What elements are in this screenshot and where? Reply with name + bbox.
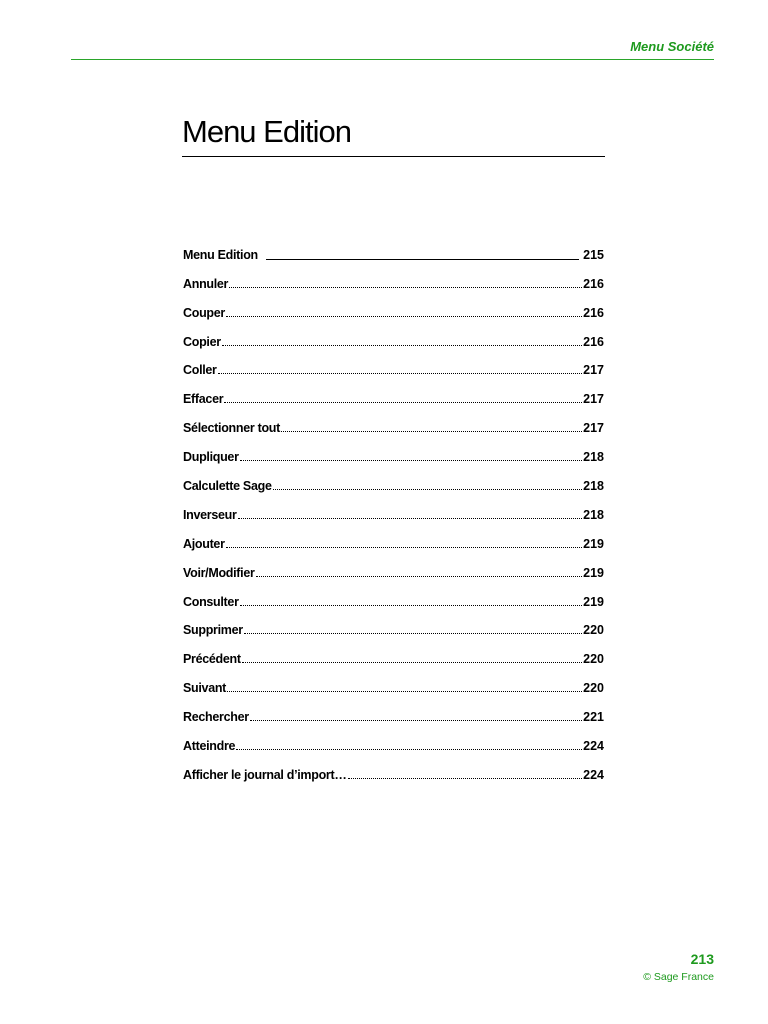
toc-entry-leader [250,719,582,721]
toc-heading-leader [266,258,579,260]
toc-entry-label: Effacer [183,392,224,407]
toc-entry-leader [256,575,583,577]
running-header-section-title: Menu Société [630,39,714,54]
toc-entry-leader [226,546,582,548]
toc-entry-leader [281,430,582,432]
table-of-contents [183,233,604,782]
toc-entry-row[interactable] [183,291,604,320]
toc-entry-label: Rechercher [183,710,249,725]
toc-entry-leader [238,517,583,519]
toc-entry-page: 217 [583,392,604,407]
toc-entry-page: 224 [583,739,604,754]
toc-entry-leader [240,604,583,606]
toc-entry-row[interactable] [183,666,604,695]
toc-entry-label: Calculette Sage [183,479,272,494]
toc-entry-page: 217 [583,363,604,378]
toc-entry-leader [224,401,582,403]
toc-entry-leader [348,777,583,779]
toc-entry-page: 224 [583,767,604,782]
toc-entry-leader [273,488,583,490]
toc-entry-row[interactable] [183,551,604,580]
toc-entry-row[interactable] [183,695,604,724]
toc-entry-label: Couper [183,305,225,320]
toc-entry-row[interactable] [183,637,604,666]
toc-entry-label: Voir/Modifier [183,565,255,580]
toc-entry-row[interactable] [183,609,604,638]
toc-entry-page: 216 [583,334,604,349]
toc-entry-page: 219 [583,594,604,609]
toc-entry-page: 220 [583,652,604,667]
toc-entry-row[interactable] [183,522,604,551]
toc-entry-leader [229,286,582,288]
toc-entry-label: Sélectionner tout [183,421,280,436]
toc-entry-page: 219 [583,565,604,580]
toc-entry-row[interactable] [183,320,604,349]
toc-heading-row[interactable] [183,233,604,262]
footer-page-number: 213 [690,951,714,967]
toc-entry-label: Consulter [183,594,239,609]
toc-entry-leader [227,690,582,692]
chapter-title: Menu Edition [182,114,351,149]
header-rule [71,59,714,60]
toc-entry-row[interactable] [183,406,604,435]
toc-heading-page: 215 [583,247,604,262]
toc-entry-row[interactable] [183,580,604,609]
toc-entry-label: Suivant [183,681,227,696]
toc-entry-page: 220 [583,681,604,696]
toc-entry-page: 221 [583,710,604,725]
toc-entry-list [183,262,604,782]
toc-entry-leader [236,748,582,750]
toc-entry-label: Inverseur [183,507,237,522]
toc-entry-page: 217 [583,421,604,436]
toc-entry-row[interactable] [183,753,604,782]
toc-entry-label: Atteindre [183,739,236,754]
toc-entry-row[interactable] [183,464,604,493]
toc-entry-label: Coller [183,363,217,378]
toc-entry-page: 219 [583,536,604,551]
toc-entry-row[interactable] [183,724,604,753]
toc-entry-row[interactable] [183,377,604,406]
toc-entry-row[interactable] [183,349,604,378]
toc-entry-row[interactable] [183,493,604,522]
toc-entry-leader [242,661,582,663]
toc-entry-row[interactable] [183,262,604,291]
chapter-title-rule [182,156,605,157]
toc-entry-leader [218,372,583,374]
toc-entry-label: Supprimer [183,623,243,638]
toc-entry-page: 216 [583,276,604,291]
toc-entry-page: 220 [583,623,604,638]
footer-copyright: © Sage France [643,971,714,983]
toc-entry-leader [222,344,582,346]
toc-entry-page: 218 [583,507,604,522]
toc-entry-leader [244,632,582,634]
toc-entry-label: Afficher le journal d’import… [183,767,347,782]
toc-entry-label: Précédent [183,652,241,667]
toc-entry-label: Copier [183,334,221,349]
toc-entry-label: Dupliquer [183,450,239,465]
toc-entry-label: Ajouter [183,536,225,551]
toc-entry-page: 218 [583,479,604,494]
toc-heading-label: Menu Edition [183,247,258,262]
toc-entry-page: 216 [583,305,604,320]
toc-entry-label: Annuler [183,276,229,291]
toc-entry-leader [240,459,583,461]
toc-entry-row[interactable] [183,435,604,464]
toc-entry-page: 218 [583,450,604,465]
toc-entry-leader [226,315,582,317]
